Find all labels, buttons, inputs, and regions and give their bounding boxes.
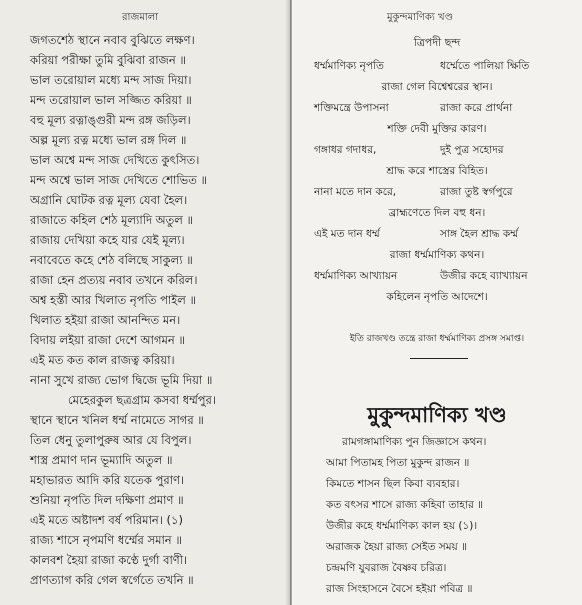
tripadi-second-half: উজীর কহে ব্যাখ্যায়ন — [440, 270, 528, 282]
meter-heading: ত্রিপদী ছন্দ — [413, 36, 461, 49]
tripadi-first-half: গঙ্গাধর গদাধর, — [314, 144, 377, 156]
verse-line: করিয়া পরীক্ষা তুমি বুঝিবা রাজন ॥ — [30, 53, 186, 67]
tripadi-line — [292, 245, 582, 266]
verse-line: মেহেরকুল ছত্রগ্রাম কসবা ধর্ম্মপুর। — [68, 393, 216, 407]
verse-line: শুনিয়া নৃপতি দিল দক্ষিণা প্রমাণ ॥ — [30, 493, 184, 507]
verse-line: অগ্রানি ঘোটক রত্ন মূল্য যেবা হৈল। — [30, 193, 188, 207]
tripadi-line — [292, 98, 582, 119]
verse-line: মন্দ তরোয়াল ভাল সজ্জিত করিয়া ॥ — [30, 93, 192, 107]
tripadi-second-half: রাজা তুষ্ট স্বর্গপুরে — [440, 186, 513, 198]
verse-line: অল্প মূল্য রত্ন মধ্যে ভাল রঙ্গ দিল ॥ — [30, 133, 187, 147]
verse-line: রাজ সিংহাসনে বৈসে হইয়া পবিত্র ॥ — [326, 583, 473, 595]
tripadi-first-half: শক্তিমন্ত্রে উপাসনা — [314, 102, 389, 114]
verse-line: অশ্ব হস্তী আর খিলাত নৃপতি পাইল ॥ — [30, 293, 196, 307]
tripadi-refrain: রাজা গেল বিশ্বেশ্বরের স্থান। — [381, 81, 493, 93]
tripadi-first-half: নানা মতে দান করে, — [314, 186, 397, 198]
verse-line: প্রাণত্যাগ করি গেল স্বর্গেতে তখনি ॥ — [30, 573, 194, 587]
verse-line: বিদায় লইয়া রাজা দেশে আগমন ॥ — [30, 333, 185, 347]
tripadi-line — [292, 119, 582, 140]
verse-line: ভাল তরোয়াল মধ্যে মন্দ সাজ দিয়া। — [30, 73, 192, 87]
tripadi-first-half: ধর্ম্মমাণিক্য নৃপতি — [314, 60, 384, 72]
tripadi-refrain: রাজা ধর্ম্মমাণিক্য কথন। — [389, 249, 485, 261]
verse-line: রাজ্য শাসে নৃপমণি ধর্ম্মের সমান ॥ — [30, 533, 182, 547]
tripadi-first-half: এই মত দান ধর্ম্ম — [314, 228, 380, 240]
left-verse-block — [30, 30, 216, 590]
chapter-colophon: ইতি রাজখণ্ড তন্ত্রে রাজা ধর্ম্মমাণিক্য প্রসঙ্গ সমাপ্ত। — [349, 334, 525, 344]
verse-line: রাজায় দেখিয়া কহে যার যেই মূল্য। — [30, 233, 185, 247]
tripadi-line — [292, 287, 582, 308]
tripadi-line — [292, 266, 582, 287]
tripadi-line — [292, 182, 582, 203]
section-divider — [410, 358, 468, 359]
verse-line: চন্দ্রমণি যুবরাজ বৈষ্ণব চরিত্র। — [326, 562, 447, 574]
verse-line: এই মতে অষ্টাদশ বর্ষ পরিমান। (১) — [30, 513, 183, 527]
tripadi-line — [292, 140, 582, 161]
verse-line: অরাজক হৈয়া রাজ্য সেইত সময় ॥ — [326, 541, 468, 553]
verse-line: খিলাত হইয়া রাজা আনন্দিত মন। — [30, 313, 181, 327]
tripadi-line — [292, 161, 582, 182]
verse-line: কালবশ হৈয়া রাজা কণ্ঠে দুর্গা বাণী। — [30, 553, 188, 567]
verse-line: রামগঙ্গামাণিক্য পুন জিজ্ঞাসে কথন। — [342, 436, 487, 448]
tripadi-second-half: সাঙ্গ হৈল শ্রাদ্ধ কর্ম্ম — [440, 228, 519, 240]
verse-line: কত বৎসর শাসে রাজ্য কহিবা তাহার ॥ — [326, 499, 484, 511]
verse-line: জগতশেঠ স্থানে নবাব বুঝিতে লক্ষণ। — [30, 33, 195, 47]
tripadi-refrain: শক্তি দেবী মুক্তির কারণ। — [387, 123, 487, 135]
right-running-head: মুকুন্দমাণিক্য খণ্ড — [387, 12, 454, 23]
tripadi-line — [292, 56, 582, 77]
verse-line: মন্দ অশ্বে ভাল সাজ দেখিতে শোভিত ॥ — [30, 173, 207, 187]
verse-line: উজীর কহে ধর্ম্মমাণিক্য কাল হয় (১)। — [326, 520, 478, 532]
verse-line: মহাভারত আদি করি যতেক পুরাণ। — [30, 473, 185, 487]
tripadi-first-half: ধর্ম্মমাণিক্য আখ্যায়ন — [314, 270, 398, 282]
section-verse-block — [292, 432, 582, 600]
tripadi-second-half: ধর্ম্মেতে পালিয়া ক্ষিতি — [440, 60, 530, 72]
tripadi-line — [292, 77, 582, 98]
tripadi-refrain: কহিলেন নৃপতি আদেশে। — [386, 291, 488, 303]
verse-line: বহু মূল্য রত্নাঙ্গুরী মন্দ রঙ্গ জড়িল। — [30, 113, 191, 127]
verse-line: রাজাতে কহিল শেঠ মূল্যাদি অতুল ॥ — [30, 213, 193, 227]
tripadi-second-half: রাজা করে প্রার্থনা — [440, 102, 513, 114]
verse-line: কিমতে শাসন ছিল কিবা ব্যবহার। — [326, 478, 460, 490]
verse-line: ভাল অশ্বে মন্দ সাজ দেখিতে কুৎসিত। — [30, 153, 200, 167]
tripadi-line — [292, 203, 582, 224]
tripadi-line — [292, 224, 582, 245]
verse-line: নানা সুখে রাজ্য ভোগ দ্বিজে ভূমি দিয়া ॥ — [30, 373, 213, 387]
verse-line: স্থানে স্থানে খনিল ধর্ম্ম নামেতে সাগর ॥ — [30, 413, 204, 427]
tripadi-refrain: শ্রাদ্ধ করে শাস্ত্রের বিহিত। — [386, 165, 488, 177]
tripadi-second-half: দুই পুত্র সহোদর — [440, 144, 504, 156]
tripadi-refrain: ব্রাহ্মণেতে দিল বহু ধন। — [388, 207, 486, 219]
left-running-head: রাজমালা — [122, 12, 159, 23]
verse-line: রাজা হেন প্রত্যয় নবাব তখনে করিল। — [30, 273, 198, 287]
tripadi-verse-block — [292, 56, 582, 308]
verse-line: শাস্ত্র প্রমাণ দান ভূম্যাদি অতুল ॥ — [30, 453, 173, 467]
section-title: মুকুন্দমাণিক্য খণ্ড — [367, 403, 507, 427]
verse-line: আমা পিতামহ পিতা মুকুন্দ রাজন ॥ — [326, 457, 470, 469]
verse-line: তিল ধেনু তুলাপুরুষ আর যে বিপুল। — [30, 433, 192, 447]
verse-line: নবাবেতে কহে শেঠ বলিছে সাকুল্য ॥ — [30, 253, 193, 267]
verse-line: এই মত কত কাল রাজত্ব করিয়া। — [30, 353, 175, 367]
right-page — [292, 0, 582, 605]
